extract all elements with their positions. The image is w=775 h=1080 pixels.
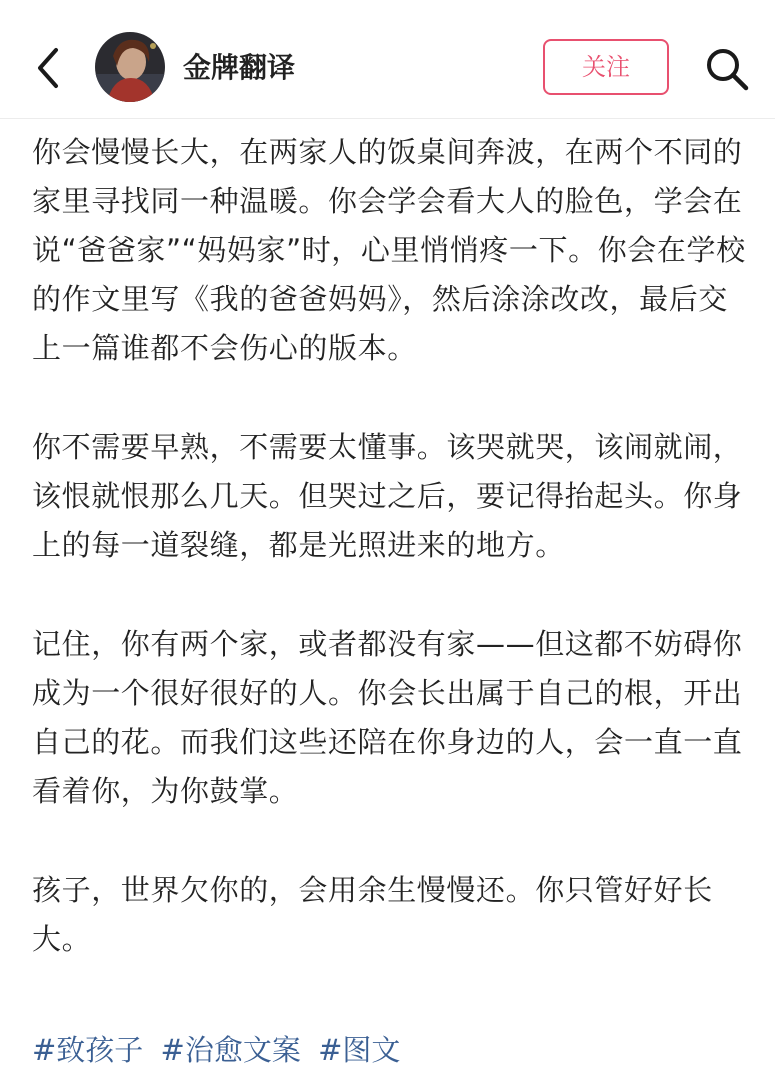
- post-body: [32, 128, 747, 1014]
- chevron-left-icon: [30, 44, 70, 92]
- avatar[interactable]: [95, 32, 165, 102]
- paragraph: 你会慢慢长大，在两家人的饭桌间奔波，在两个不同的家里寻找同一种温暖。你会学会看大人的脸色，学会在说“爸爸家”“妈妈家”时，心里悄悄疼一下。你会在学校的作文里写《我的爸爸妈妈》，然后涂涂改改，最后交上一篇谁都不会伤心的版本。: [32, 135, 746, 365]
- paragraph: 你不需要早熟，不需要太懂事。该哭就哭，该闹就闹，该恨就恨那么几天。但哭过之后，要记得抬起头。你身上的每一道裂缝，都是光照进来的地方。: [32, 430, 743, 562]
- paragraph: 记住，你有两个家，或者都没有家——但这都不妨碍你成为一个很好很好的人。你会长出属于自己的根，开出自己的花。而我们这些还陪在你身边的人，会一直一直看着你，为你鼓掌。: [32, 627, 743, 808]
- search-icon: [704, 46, 750, 92]
- search-button[interactable]: [704, 46, 750, 92]
- hashtag-link[interactable]: #图文: [318, 1033, 401, 1067]
- top-bar: [0, 0, 775, 119]
- hashtag-list: [32, 1024, 408, 1076]
- back-button[interactable]: [30, 44, 70, 92]
- paragraph: 孩子，世界欠你的，会用余生慢慢还。你只管好好长大。: [32, 873, 713, 956]
- follow-button[interactable]: 关注: [543, 39, 669, 95]
- hashtag-link[interactable]: #致孩子: [32, 1033, 144, 1067]
- hashtag-link[interactable]: #治愈文案: [160, 1033, 301, 1067]
- username[interactable]: 金牌翻译: [183, 51, 296, 84]
